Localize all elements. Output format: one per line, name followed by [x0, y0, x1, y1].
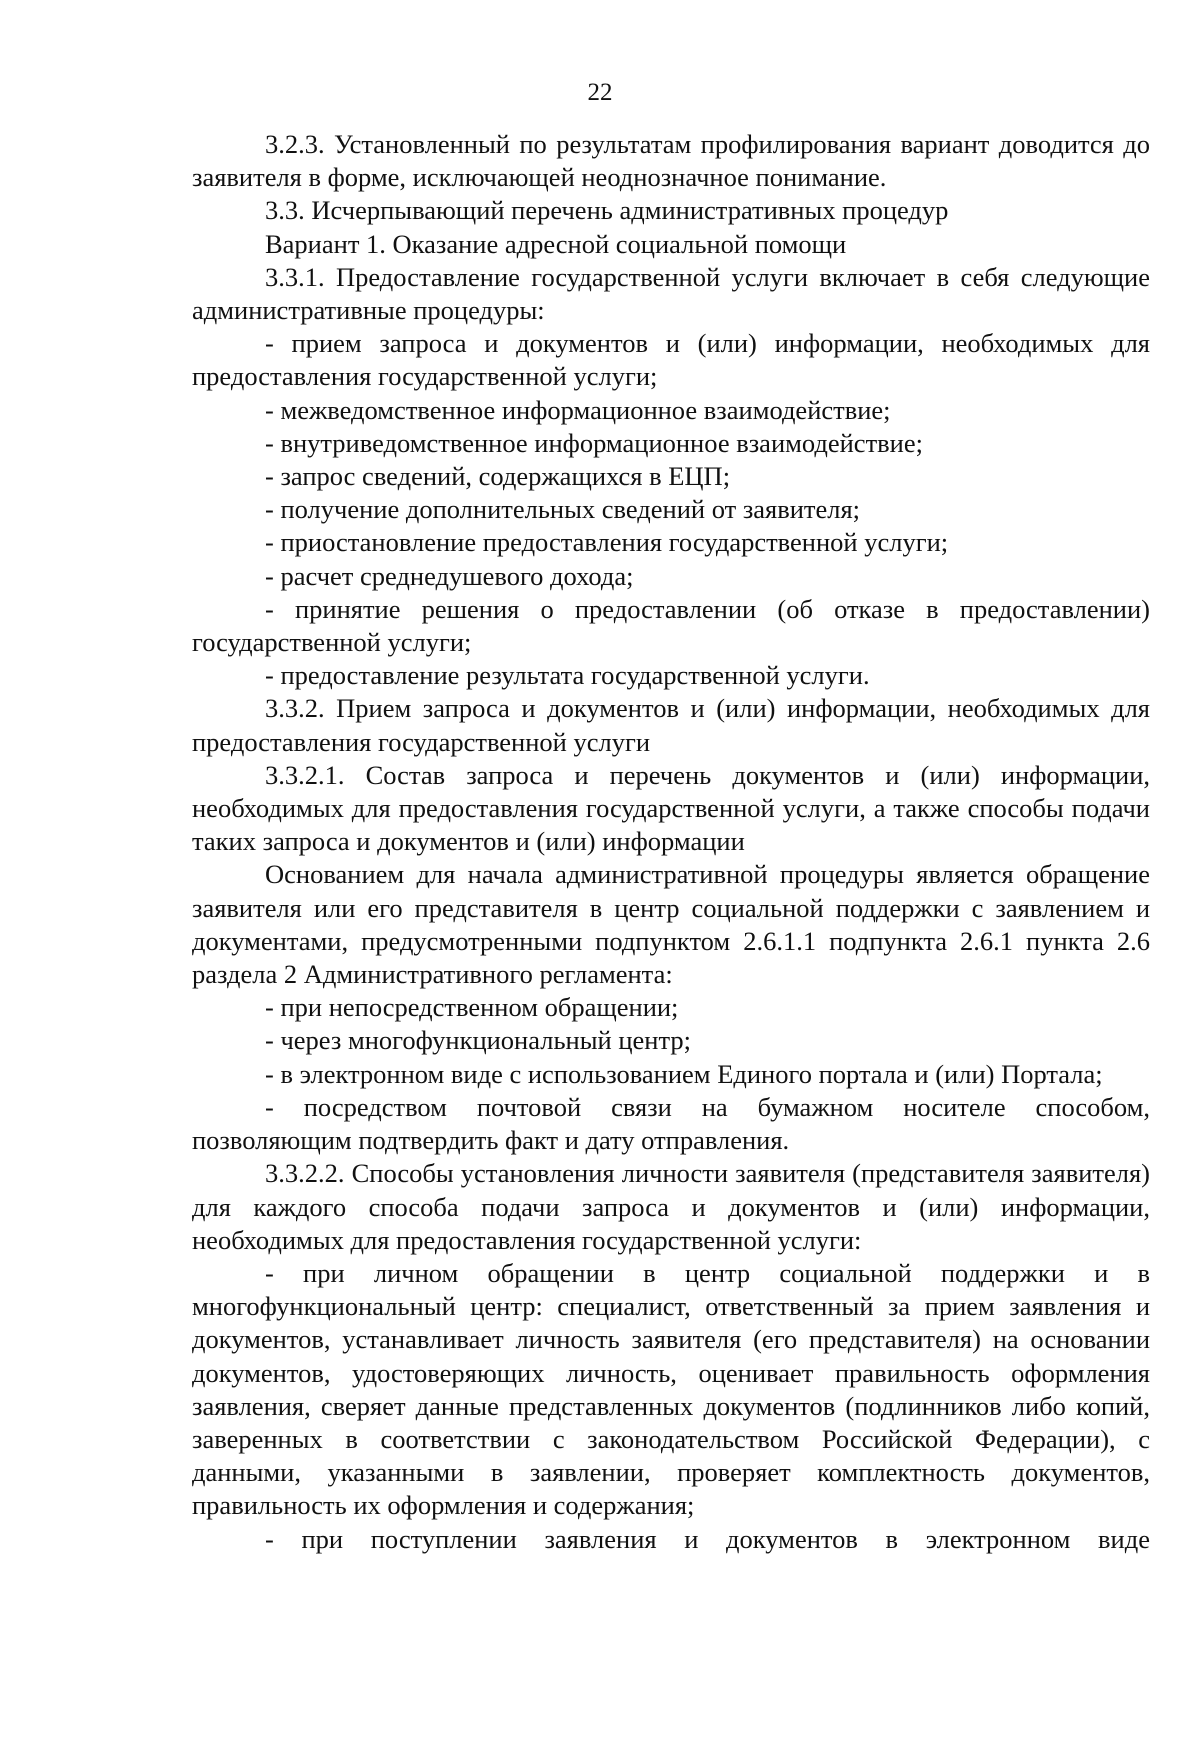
list-item: - запрос сведений, содержащихся в ЕЦП; [265, 461, 731, 492]
paragraph-3-3-2-2: 3.3.2.2. Способы установления личности заявителя (представителя заявителя) для каждого способа подачи запроса и документов и (или) информации, необходимых для предоставления государственной услуги: [192, 1158, 1150, 1255]
list-item: - посредством почтовой связи на бумажном носителе способом, позволяющим подтвердить факт и дату отправления. [192, 1091, 1150, 1156]
list-item: - принятие решения о предоставлении (об отказе в предоставлении) государственной услуги; [192, 593, 1150, 658]
list-item: - в электронном виде с использованием Единого портала и (или) Портала; [265, 1058, 1103, 1089]
list-item: - при непосредственном обращении; [265, 992, 679, 1023]
list-item: - расчет среднедушевого дохода; [265, 560, 634, 591]
list-item: - через многофункциональный центр; [265, 1025, 691, 1056]
list-item: - предоставление результата государственной услуги. [265, 660, 870, 691]
list-item: - прием запроса и документов и (или) информации, необходимых для предоставления государственной услуги; [192, 328, 1150, 392]
document-body [192, 128, 1150, 1556]
list-item: - приостановление предоставления государственной услуги; [265, 527, 949, 558]
heading-3-3-2: 3.3.2. Прием запроса и документов и (или) информации, необходимых для предоставления государственной услуги [192, 693, 1150, 757]
list-item: - при личном обращении в центр социальной поддержки и в многофункциональный центр: специалист, ответственный за прием заявления и документов, устанавливает личность заявителя (его представителя) на основании документов, удостоверяющих личность, оценивает правильность оформления заявления, сверяет данные представленных документов (подлинников либо копий, заверенных в соответствии с законодательством Российской Федерации), с данными, указанными в заявлении, проверяет комплектность документов, правильность их оформления и содержания; [192, 1257, 1150, 1521]
paragraph-3-3-1: 3.3.1. Предоставление государственной услуги включает в себя следующие административные процедуры: [192, 261, 1150, 326]
paragraph-3-2-3: 3.2.3. Установленный по результатам профилирования вариант доводится до заявителя в форме, исключающей неоднозначное понимание. [192, 129, 1150, 193]
list-item: - при поступлении заявления и документов в электронном виде [265, 1523, 1150, 1554]
list-item: - получение дополнительных сведений от заявителя; [265, 494, 861, 525]
paragraph-basis: Основанием для начала административной процедуры является обращение заявителя или его представителя в центр социальной поддержки с заявлением и документами, предусмотренными подпунктом 2.6.1.1 подпункта 2.6.1 пункта 2.6 раздела 2 Административного регламента: [192, 859, 1150, 990]
list-item: - внутриведомственное информационное взаимодействие; [265, 427, 923, 458]
list-item: - межведомственное информационное взаимодействие; [265, 394, 891, 425]
page-number: 22 [587, 79, 613, 106]
heading-variant-1: Вариант 1. Оказание адресной социальной помощи [265, 228, 847, 259]
heading-3-3: 3.3. Исчерпывающий перечень административных процедур [265, 195, 949, 226]
paragraph-3-3-2-1: 3.3.2.1. Состав запроса и перечень документов и (или) информации, необходимых для предоставления государственной услуги, а также способы подачи таких запроса и документов и (или) информации [192, 759, 1150, 857]
